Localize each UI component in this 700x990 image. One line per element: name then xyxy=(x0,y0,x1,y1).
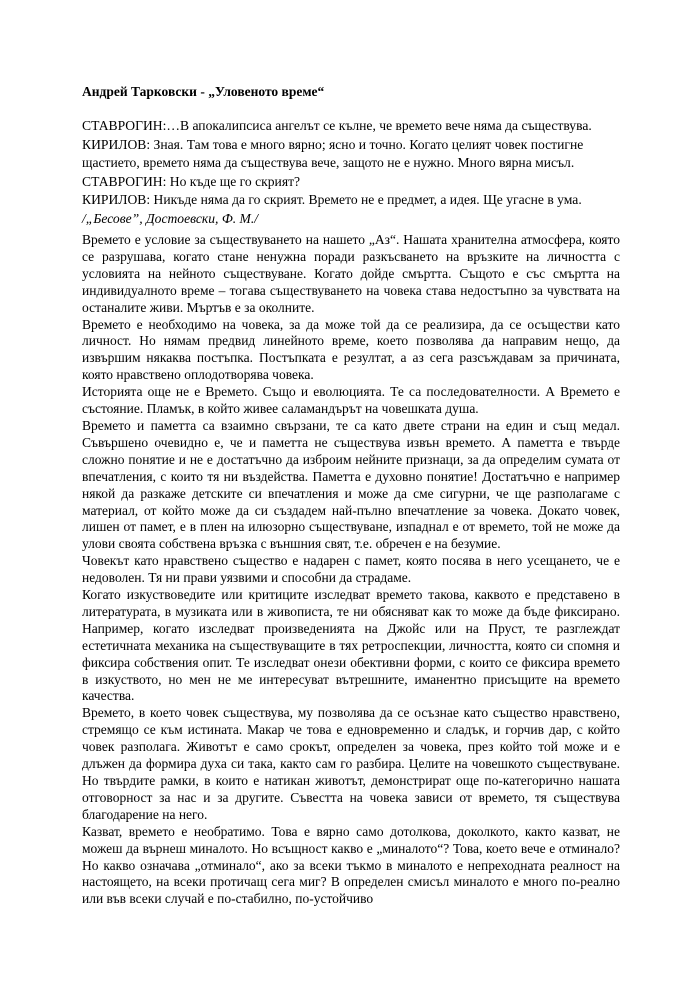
epigraph-line: щастието, времето няма да съществува вече, защото не е нужно. Много вярна мисъл. xyxy=(82,155,575,170)
epigraph-line: СТАВРОГИН: Но къде ще го скрият? xyxy=(82,173,301,189)
paragraph: Когато изкуствоведите или критиците изследват времето такова, каквото е представено в литературата, в музиката или в живописта, те ни обясняват как то може да бъде фиксирано. Например, когато изследват произведенията на Джойс или на Пруст, те разглеждат естетичната механика на съществуващите в тях ретроспекции, личността, която си спомня и фиксира собствения опит. Те изследват онези обективни форми, с които се фиксира времето в изкуството, но мен не ме интересуват вътрешните, иманентно присъщите на времето качества. xyxy=(82,587,620,704)
paragraph: Времето е условие за съществуването на нашето „Аз“. Нашата хранителна атмосфера, която се разрушава, когато стане ненужна поради разкъсването на връзките на личността с условията на нейното съществуване. Когато дойде смъртта. Същото е със смъртта на индивидуалното време – тогава съществуването на човека става недостъпно за чувствата на останалите живи. Мъртъв е за околните. xyxy=(82,232,620,315)
paragraph: Времето, в което човек съществува, му позволява да се осъзнае като същество нравствено, стремящо се към истината. Макар че това е едновременно и сладък, и горчив дар, с който човек разполага. Животът е само срокът, определен за човека, през който той може и е длъжен да формира духа си така, както сам го разбира. Целите на човешкото съществуване. Но твърдите рамки, в които е натикан животът, демонстрират още по-категорично нашата отговорност за нас и за другите. Съвестта на човека зависи от времето, тя съществува благодарение на него. xyxy=(82,705,620,822)
epigraph-line: КИРИЛОВ: Зная. Там това е много вярно; ясно и точно. Когато целият човек постигне xyxy=(82,136,584,152)
paragraph: Човекът като нравствено същество е надарен с памет, която посява в него усещането, че е недоволен. Тя ни прави уязвими и способни да страдаме. xyxy=(82,553,620,586)
epigraph-source: /„Бесове”, Достоевски, Ф. М./ xyxy=(82,210,259,226)
paragraph: Историята още не е Времето. Също и еволюцията. Те са последователности. А Времето е състояние. Пламък, в който живее саламандърът на човешката душа. xyxy=(82,384,620,417)
epigraph xyxy=(82,117,620,228)
epigraph-line: СТАВРОГИН:…В апокалипсиса ангелът се кълне, че времето вече няма да съществува. xyxy=(82,118,592,133)
paragraph: Времето и паметта са взаимно свързани, те са като двете страни на един и същ медал. Съвършено очевидно е, че и паметта не съществува извън времето. А паметта е твърде сложно понятие и не е достатъчно да изброим нейните признаци, за да определим сумата от впечатления, с които тя ни въздейства. Паметта е духовно понятие! Достатъчно е например някой да разкаже детските си впечатления и може да сме сигурни, че ще разполагаме с материал, от който може да си създадем най-пълно впечатление за човека. Докато човек, лишен от памет, е в плен на илюзорно съществуване, изпаднал е от времето, той не може да улови своята собствена връзка с външния свят, т.е. обречен е на безумие. xyxy=(82,417,620,552)
paragraph: Казват, времето е необратимо. Това е вярно само дотолкова, доколкото, както казват, не можеш да върнеш миналото. Но всъщност какво е „миналото“? Това, което вече е отминало? Но какво означава „отминало“, ако за всеки тъкмо в миналото е непреходната реалност на настоящето, на всеки протичащ сега миг? В определен смисъл миналото е много по-реално или във всеки случай е по-стабилно, по-устойчиво xyxy=(82,823,620,907)
page-title: Андрей Тарковски - „Уловеното време“ xyxy=(82,84,325,99)
epigraph-line: КИРИЛОВ: Никъде няма да го скрият. Времето не е предмет, а идея. Ще угасне в ума. xyxy=(82,192,582,207)
body-text xyxy=(82,232,620,908)
paragraph: Времето е необходимо на човека, за да може той да се реализира, да се осъществи като личност. Но нямам предвид линейното време, което позволява да направим нещо, да извършим някаква постъпка. Постъпката е резултат, а аз сега разсъждавам за причината, която нравствено оплодотворява човека. xyxy=(82,316,620,383)
